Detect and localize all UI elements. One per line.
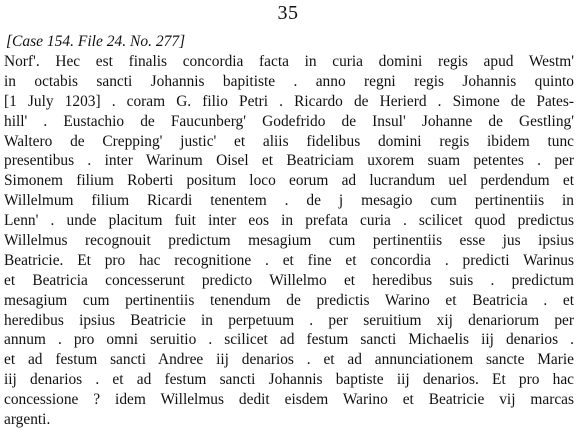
text-line: Simonem filium Roberti positum loco eorum ad lucrandum uel perdendum et (4, 172, 574, 190)
text-line: et ad festum sancti Andree iij denarios . et ad annunciationem sancte Marie (4, 351, 574, 369)
case-reference: [Case 154. File 24. No. 277] (6, 33, 186, 50)
page-number: 35 (277, 2, 299, 24)
text-line: heredibus ipsius Beatricie in perpetuum . per seruitium xij denariorum per (4, 311, 574, 329)
text-line: mesagium cum pertinentiis tenendum de predictis Warino et Beatricia . et (4, 291, 574, 309)
text-line: et Beatricia concesserunt predicto Willelmo et heredibus suis . predictum (4, 271, 574, 289)
text-line: iij denarios . et ad festum sancti Johannis baptiste iij denarios. Et pro hac (4, 371, 574, 389)
text-line: in octabis sancti Johannis bapitiste . anno regni regis Johannis quinto (4, 72, 574, 90)
text-line: Beatricie. Et pro hac recognitione . et fine et concordia . predicti Warinus (4, 251, 574, 269)
text-line: presentibus . inter Warinum Oisel et Beatriciam uxorem suam petentes . per (4, 152, 574, 170)
text-line: hill' . Eustachio de Faucunberg' Godefrido de Insul' Johanne de Gestling' (4, 112, 574, 130)
text-line: argenti. (4, 411, 51, 429)
text-line: Waltero de Crepping' justic' et aliis fidelibus domini regis ibidem tunc (4, 132, 574, 150)
text-line: Willelmus recognouit predictum mesagium cum pertinentiis esse jus ipsius (4, 232, 574, 250)
text-line: concessione ? idem Willelmus dedit eisdem Warino et Beatricie vij marcas (4, 391, 574, 409)
text-line: Willelmum filium Ricardi tenentem . de j mesagio cum pertinentiis in (4, 192, 574, 210)
text-line: Lenn' . unde placitum fuit inter eos in prefata curia . scilicet quod predictus (4, 212, 574, 230)
text-line: annum . pro omni seruitio . scilicet ad festum sancti Michaelis iij denarios . (4, 331, 574, 349)
text-line: Norf'. Hec est finalis concordia facta in curia domini regis apud Westm' (4, 53, 574, 70)
text-line: [1 July 1203] . coram G. filio Petri . Ricardo de Herierd . Simone de Pates- (4, 92, 574, 110)
document-body (4, 52, 574, 430)
